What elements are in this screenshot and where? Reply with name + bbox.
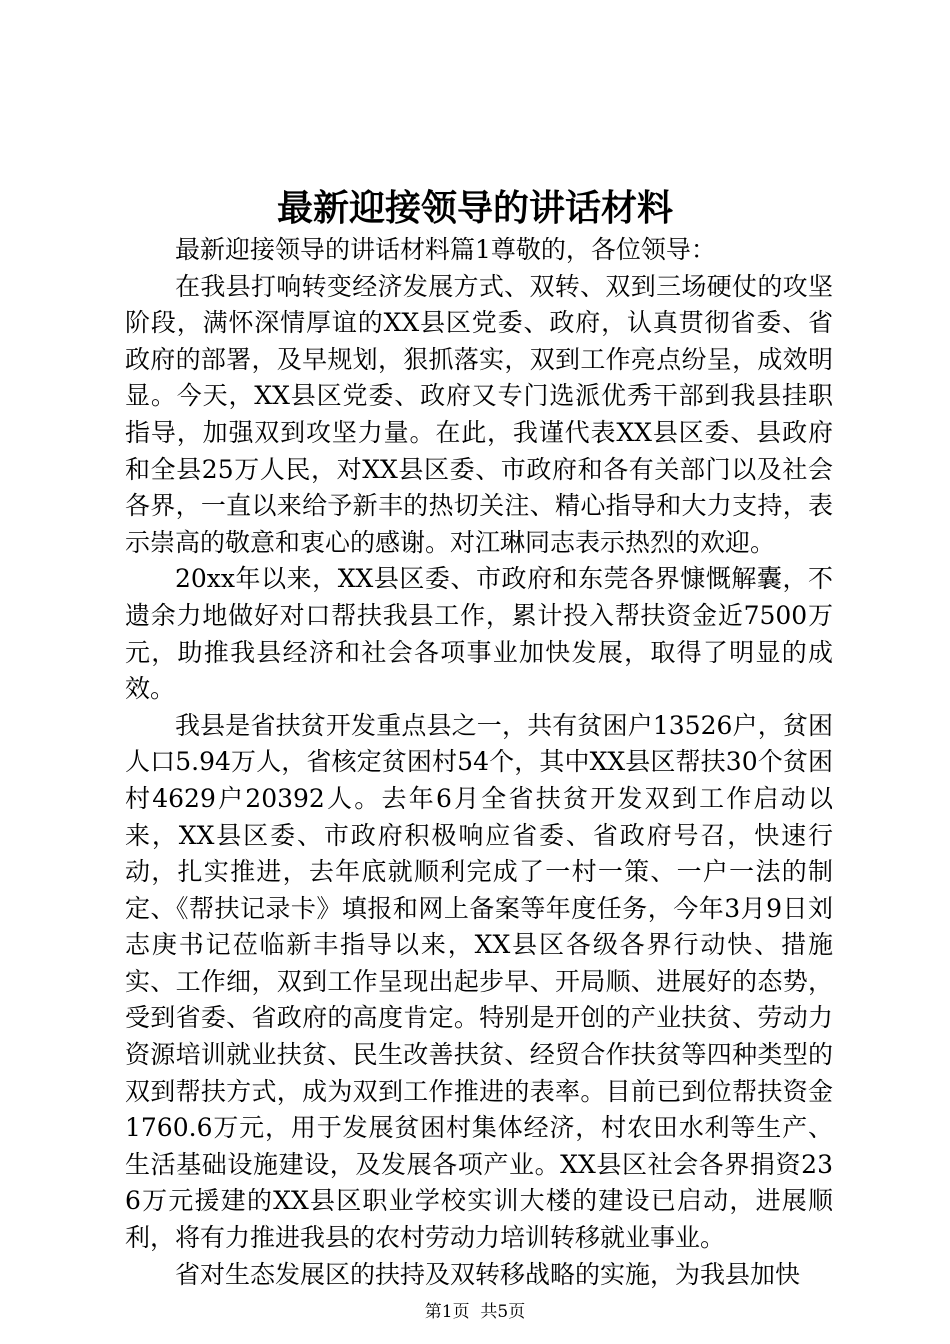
page-total: 共5页 xyxy=(480,1302,526,1322)
paragraph: 在我县打响转变经济发展方式、双转、双到三场硬仗的攻坚阶段，满怀深情厚谊的XX县区党委、政府，认真贯彻省委、省政府的部署，及早规划，狠抓落实，双到工作亮点纷呈，成效明显。今天，XX县区党委、政府又专门选派优秀干部到我县挂职指导，加强双到攻坚力量。在此，我谨代表XX县区委、县政府和全县25万人民，对XX县区委、市政府和各有关部门以及社会各界，一直以来给予新丰的热切关注、精心指导和大力支持，表示崇高的敬意和衷心的感谢。对江琳同志表示热烈的欢迎。 xyxy=(125,271,833,557)
document-body xyxy=(125,232,833,1293)
paragraph: 我县是省扶贫开发重点县之一，共有贫困户13526户，贫困人口5.94万人，省核定贫困村54个，其中XX县区帮扶30个贫困村4629户20392人。去年6月全省扶贫开发双到工作启动以来，XX县区委、市政府积极响应省委、省政府号召，快速行动，扎实推进，去年底就顺利完成了一村一策、一户一法的制定、《帮扶记录卡》填报和网上备案等年度任务，今年3月9日刘志庚书记莅临新丰指导以来，XX县区各级各界行动快、措施实、工作细，双到工作呈现出起步早、开局顺、进展好的态势，受到省委、省政府的高度肯定。特别是开创的产业扶贫、劳动力资源培训就业扶贫、民生改善扶贫、经贸合作扶贫等四种类型的双到帮扶方式，成为双到工作推进的表率。目前已到位帮扶资金1760.6万元，用于发展贫困村集体经济，村农田水利等生产、生活基础设施建设，及发展各项产业。XX县区社会各界捐资236万元援建的XX县区职业学校实训大楼的建设已启动，进展顺利，将有力推进我县的农村劳动力培训转移就业事业。 xyxy=(125,710,833,1253)
page-number: 第1页 xyxy=(424,1302,470,1322)
paragraph: 省对生态发展区的扶持及双转移战略的实施，为我县加快 xyxy=(175,1259,801,1289)
document-title: 最新迎接领导的讲话材料 xyxy=(276,187,673,229)
paragraph-intro: 最新迎接领导的讲话材料篇1尊敬的，各位领导： xyxy=(175,235,716,264)
page-footer xyxy=(0,1300,950,1324)
paragraph: 20xx年以来，XX县区委、市政府和东莞各界慷慨解囊，不遗余力地做好对口帮扶我县工作，累计投入帮扶资金近7500万元，助推我县经济和社会各项事业加快发展，取得了明显的成效。 xyxy=(125,564,833,704)
